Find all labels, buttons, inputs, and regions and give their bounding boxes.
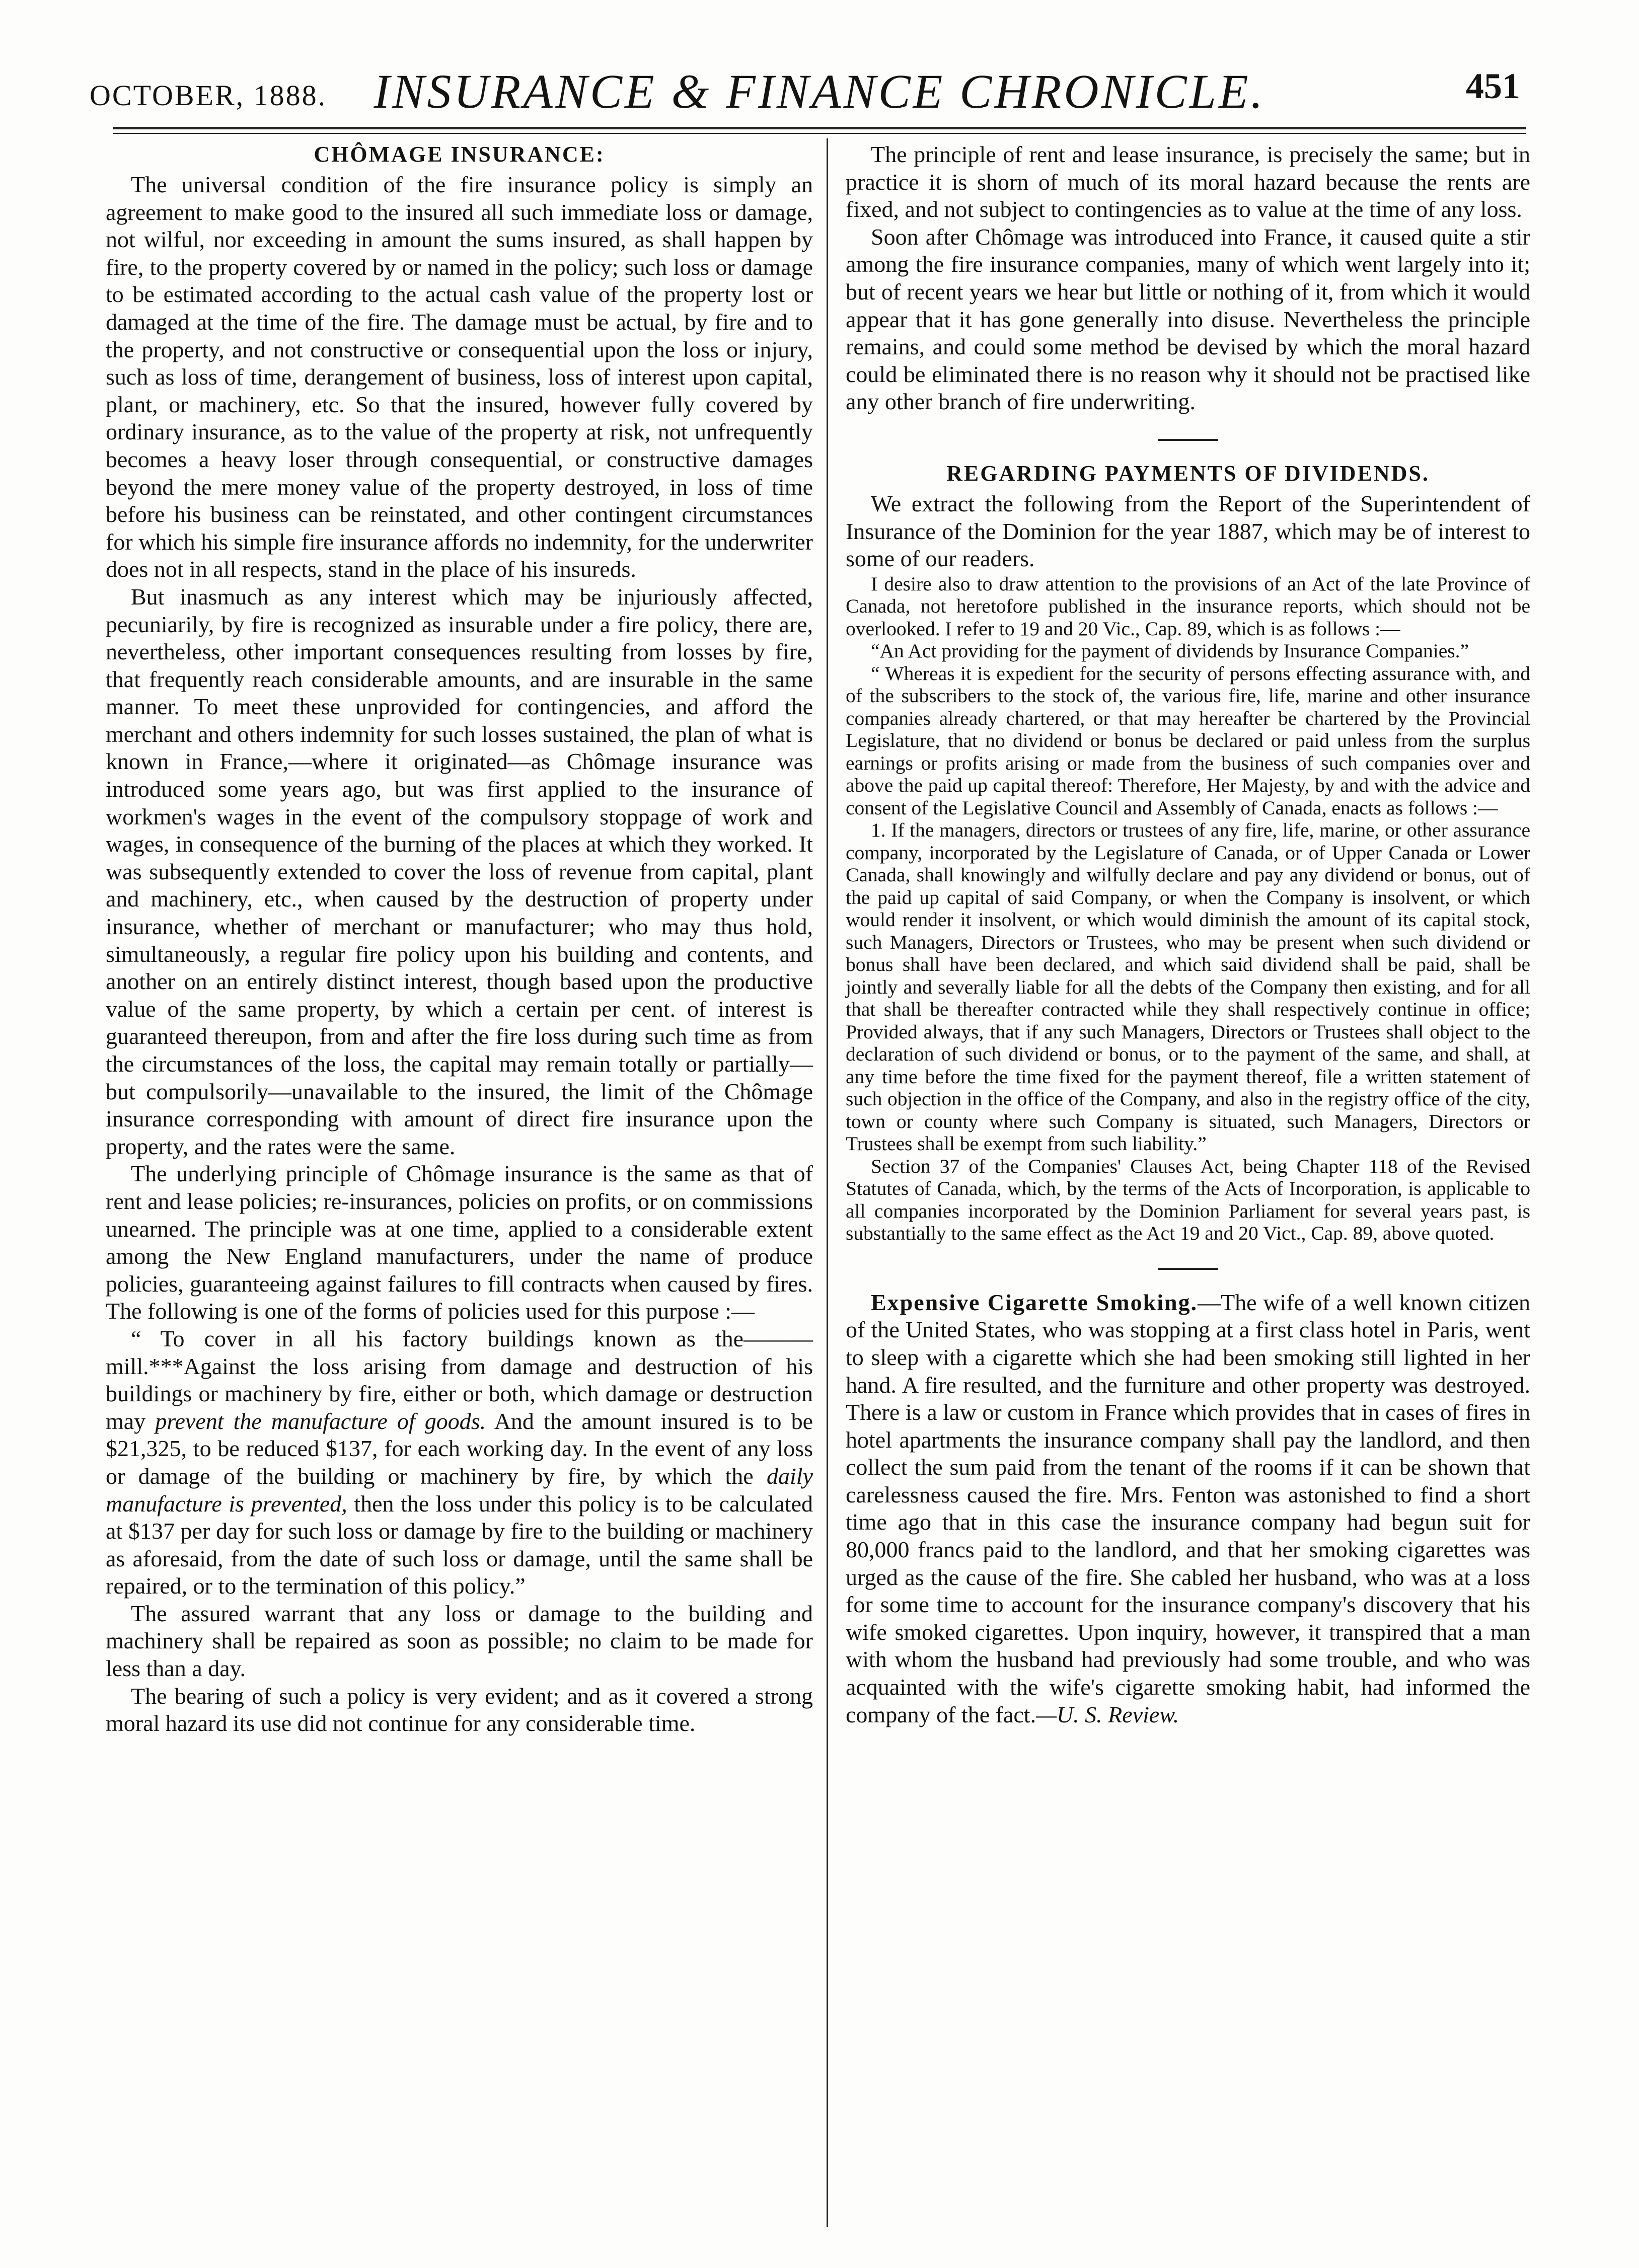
cigarette-source: —U. S. Review. [1036, 1701, 1179, 1727]
cigarette-body: —The wife of a well known citizen of the United States, who was stopping at a first class hotel in Paris, went to sleep with a cigarette which she had been smoking still lighted in her hand. A fire resulted, and the furniture and other property was destroyed. There is a law or custom in France which provides that in cases of fires in hotel apartments the insurance company shall pay the landlord, and then collect the sum paid from the tenant of the rooms if it can be shown that carelessness caused the fire. Mrs. Fenton was astonished to find a short time ago that in this case the insurance company had begun suit for 80,000 francs paid to the landlord, and that her smoking cigarettes was urged as the cause of the fire. She cabled her husband, who was at a loss for some time to account for the insurance company's discovery that his wife smoked cigarettes. Upon inquiry, however, it transpired that a man with whom the husband had previously had some trouble, and who was acquainted with the wife's cigarette smoking habit, had informed the company of the fact. [846, 1289, 1530, 1727]
chomage-paragraph-7: Soon after Chômage was introduced into France, it caused quite a stir among the fire insurance companies, many of which went largely into it; but of recent years we hear but little or nothing of it, from which it would appear that it has gone generally into disuse. Nevertheless the principle remains, and could some method be devised by which the moral hazard could be eliminated there is no reason why it should not be practised like any other branch of fire underwriting. [846, 223, 1530, 415]
act-title: “An Act providing for the payment of dividends by Insurance Companies.” [871, 640, 1469, 662]
chomage-paragraph-2: But inasmuch as any interest which may be injuriously affected, pecuniarily, by fire is recognized as insurable under a fire policy, there are, nevertheless, other important consequences resulting from losses by fire, that frequently reach considerable amounts, and are insurable in the same manner. To meet these unprovided for contingencies, and afford the merchant and others indemnity for such losses sustained, the plan of what is known in France,—where it originated—as Chômage insurance was introduced some years ago, but was first applied to the insurance of workmen's wages in the event of the compulsory stoppage of work and wages, in consequence of the burning of the places at which they worked. It was subsequently extended to cover the loss of revenue from capital, plant and machinery, etc., when caused by the destruction of property under insurance, whether of merchant or manufacturer; who may thus hold, simultaneously, a regular fire policy upon his building and contents, and another on an entirely distinct interest, though based upon the productive value of the same property, by which a certain per cent. of interest is guaranteed thereupon, from and after the fire loss during such time as from the circumstances of the loss, the capital may remain totally or partially—but compulsorily—unavailable to the insured, the limit of the Chômage insurance corresponding with amount of direct fire insurance upon the property, and the rates were the same. [106, 583, 813, 1159]
policy-quote-emphasis-1: prevent the manufacture of goods. [155, 1408, 486, 1434]
chomage-paragraph-3: The underlying principle of Chômage insurance is the same as that of rent and lease policies; re-insurances, policies on profits, or on commissions unearned. The principle was at one time, applied to a considerable extent among the New England manufacturers, under the name of produce policies, guaranteeing against failures to fill contracts when caused by fires. The following is one of the forms of policies used for this purpose :— [106, 1161, 813, 1324]
chomage-paragraph-6: The principle of rent and lease insurance, is precisely the same; but in practice it is shorn of much of its moral hazard because the rents are fixed, and not subject to contingencies as to value at the time of any loss. [846, 141, 1530, 222]
left-column [106, 141, 813, 1737]
cigarette-lead: Expensive Cigarette Smoking. [871, 1289, 1198, 1315]
page-header [0, 60, 1639, 121]
header-rule-thin [113, 133, 1526, 134]
dividends-intro: We extract the following from the Report of the Superintendent of Insurance of the Dominion for the year 1887, which may be of interest to some of our readers. [846, 490, 1530, 572]
policy-quote-part-2: And the amount insured is to be $21,325, to be reduced $137, for each working day. In the event of any loss or damage of the building or machinery by fire, by which the [106, 1408, 813, 1489]
report-excerpt-1: I desire also to draw attention to the provisions of an Act of the late Province of Canada, not heretofore published in the insurance reports, which should not be overlooked. I refer to 19 and 20 Vic., Cap. 89, which is as follows :— [846, 572, 1530, 640]
report-excerpt-2: Section 37 of the Companies' Clauses Act, being Chapter 118 of the Revised Statutes of Canada, which, by the terms of the Acts of Incorporation, is applicable to all companies incorporated by the Dominion Parliament for several years past, is substantially to the same effect as the Act 19 and 20 Vict., Cap. 89, above quoted. [846, 1155, 1530, 1245]
page-number: 451 [1466, 66, 1520, 106]
policy-quote-part-3: then the loss under this policy is to be calculated at $137 per day for such loss or damage by fire to the building or machinery as aforesaid, from the date of such loss or damage, until the same shall be repaired, or to the termination of this policy.” [106, 1490, 813, 1599]
publication-title: INSURANCE & FINANCE CHRONICLE. [374, 64, 1265, 118]
chomage-heading: CHÔMAGE INSURANCE: [314, 142, 605, 167]
act-preamble: “ Whereas it is expedient for the security of persons effecting assurance with, and of the subscribers to the stock of, the various fire, life, marine and other insurance companies already chartered, or that may hereafter be chartered by the Provincial Legislature, that no dividend or bonus be declared or paid unless from the surplus earnings or profits arising or made from the business of such companies over and above the paid up capital thereof: Therefore, Her Majesty, by and with the advice and consent of the Legislative Council and Assembly of Canada, enacts as follows :— [846, 662, 1530, 819]
cigarette-article [846, 1289, 1530, 1729]
right-column [846, 141, 1530, 1728]
policy-quote-part-1: “ To cover in all his factory buildings known as the——— mill.***Against the loss arising from damage and destruction of his buildings or machinery by fire, either or both, which damage or destruction may [106, 1325, 813, 1434]
issue-date: OCTOBER, 1888. [90, 79, 327, 112]
act-section-1: 1. If the managers, directors or trustees of any fire, life, marine, or other assurance company, incorporated by the Legislature of Canada, or of Upper Canada or Lower Canada, shall knowingly and wilfully declare and pay any dividend or bonus, out of the paid up capital of said Company, or when the Company is insolvent, or which would render it insolvent, or which would diminish the amount of its capital stock, such Managers, Directors or Trustees, who may be present when such dividend or bonus shall have been declared, and which said dividend shall be paid, shall be jointly and severally liable for all the debts of the Company then existing, and for all that shall be thereafter contracted while they shall respectively continue in office; Provided always, that if any such Managers, Directors or Trustees shall object to the declaration of such dividend or bonus, or to the payment of the same, and shall, at any time before the time fixed for the payment thereof, file a written statement of such objection in the office of the Company, and also in the registry office of the city, town or county where such Company is situated, such Managers, Directors or Trustees shall be exempt from such liability.” [846, 819, 1530, 1155]
chomage-paragraph-5: The bearing of such a policy is very evident; and as it covered a strong moral hazard its use did not continue for any considerable time. [106, 1683, 813, 1736]
policy-quote [106, 1325, 813, 1600]
chomage-paragraph-4: The assured warrant that any loss or damage to the building and machinery shall be repaired as soon as possible; no claim to be made for less than a day. [106, 1600, 813, 1682]
section-separator [1158, 439, 1218, 441]
column-divider [827, 138, 828, 2227]
header-rule [113, 127, 1526, 129]
chomage-paragraph-1: The universal condition of the fire insurance policy is simply an agreement to make good to the insured all such immediate loss or damage, not wilful, nor exceeding in amount the sums insured, as shall happen by fire, to the property covered by or named in the policy; such loss or damage to be estimated according to the actual cash value of the property lost or damaged at the time of the fire. The damage must be actual, by fire and to the property, and not constructive or consequential upon the loss or injury, such as loss of time, derangement of business, loss of interest upon capital, plant, or machinery, etc. So that the insured, however fully covered by ordinary insurance, as to the value of the property at risk, not unfrequently becomes a heavy loser through consequential, or constructive damages beyond the mere money value of the property destroyed, in loss of time before his business can be reinstated, and other contingent circumstances for which his simple fire insurance affords no indemnity, for the underwriter does not in all respects, stand in the place of his insureds. [106, 172, 813, 582]
section-separator-2 [1158, 1268, 1218, 1270]
dividends-heading: REGARDING PAYMENTS OF DIVIDENDS. [946, 461, 1430, 486]
policy-quote-emphasis-2: daily manufacture is prevented, [106, 1463, 813, 1517]
